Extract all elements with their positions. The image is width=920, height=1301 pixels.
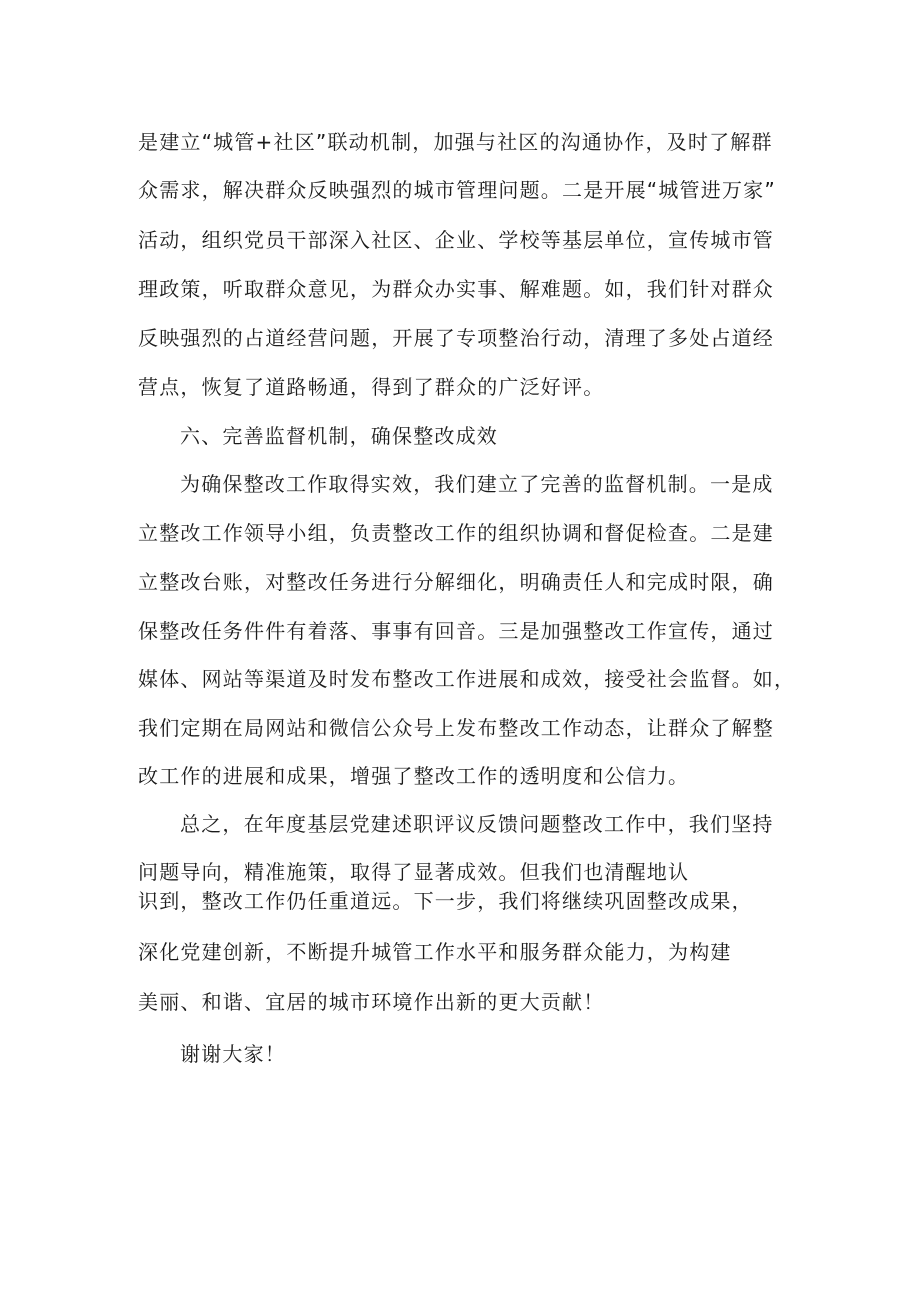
paragraph-line: 是建立“城管+社区”联动机制，加强与社区的沟通协作，及时了解群 — [138, 130, 773, 154]
paragraph-line: 反映强烈的占道经营问题，开展了专项整治行动，清理了多处占道经 — [138, 326, 774, 350]
paragraph-line: 问题导向，精准施策，取得了显著成效。但我们也清醒地认 — [138, 860, 690, 884]
paragraph-line: 理政策，听取群众意见，为群众办实事、解难题。如，我们针对群众 — [138, 277, 774, 301]
paragraph-line: 美丽、和谐、宜居的城市环境作出新的更大贡献！ — [138, 990, 605, 1014]
paragraph-line: 立整改工作领导小组，负责整改工作的组织协调和督促检查。二是建 — [138, 521, 774, 545]
paragraph-line: 总之，在年度基层党建述职评议反馈问题整改工作中，我们坚持 — [180, 812, 774, 836]
paragraph-line: 活动，组织党员干部深入社区、企业、学校等基层单位，宣传城市管 — [138, 228, 774, 252]
section-heading: 六、完善监督机制，确保整改成效 — [180, 424, 498, 448]
paragraph-line: 深化党建创新，不断提升城管工作水平和服务群众能力，为构建 — [138, 940, 732, 964]
paragraph-line: 识到，整改工作仍任重道远。下一步，我们将继续巩固整改成果， — [138, 889, 753, 913]
paragraph-line: 改工作的进展和成果，增强了整改工作的透明度和公信力。 — [138, 764, 690, 788]
paragraph-line: 保整改任务件件有着落、事事有回音。三是加强整改工作宣传，通过 — [138, 619, 774, 643]
paragraph-line: 营点，恢复了道路畅通，得到了群众的广泛好评。 — [138, 375, 605, 399]
paragraph-line: 为确保整改工作取得实效，我们建立了完善的监督机制。一是成 — [180, 472, 774, 496]
paragraph-line: 立整改台账，对整改任务进行分解细化，明确责任人和完成时限，确 — [138, 570, 774, 594]
paragraph-line: 媒体、网站等渠道及时发布整改工作进展和成效，接受社会监督。如， — [138, 667, 796, 691]
paragraph-line: 众需求，解决群众反映强烈的城市管理问题。二是开展“城管进万家” — [138, 178, 776, 202]
closing-line: 谢谢大家！ — [180, 1042, 286, 1066]
paragraph-line: 我们定期在局网站和微信公众号上发布整改工作动态，让群众了解整 — [138, 716, 774, 740]
